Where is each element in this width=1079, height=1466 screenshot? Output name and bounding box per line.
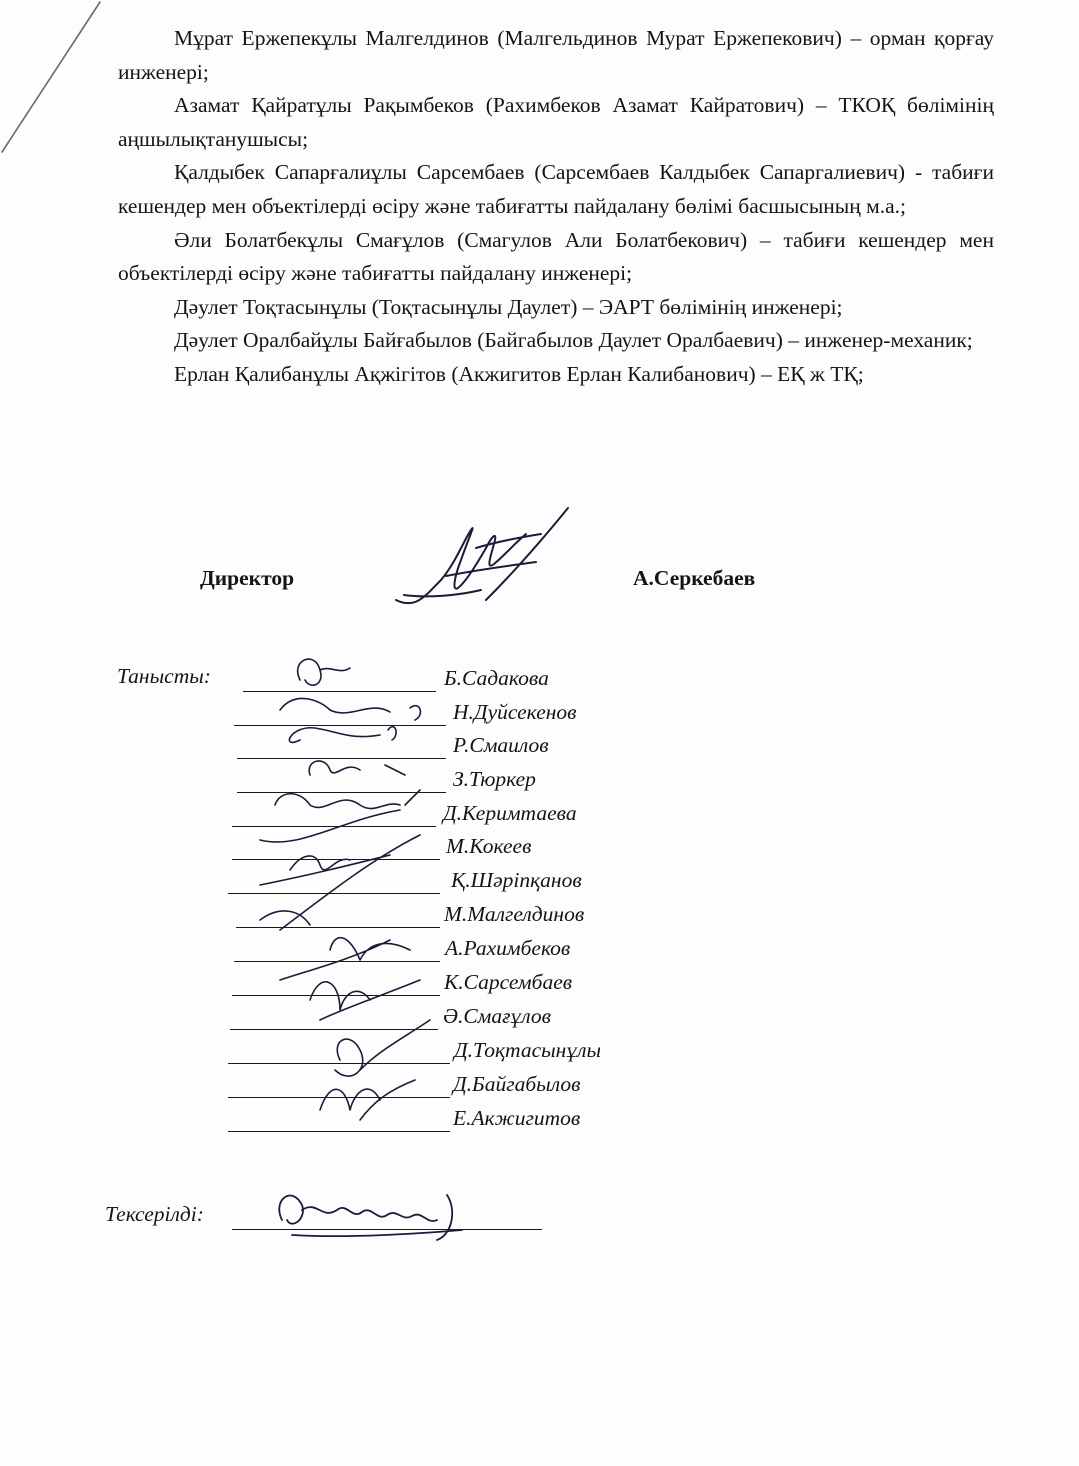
acknowledged-name: Ә.Смағұлов xyxy=(443,1004,551,1028)
acknowledged-row xyxy=(0,700,1079,730)
acknowledged-name: М.Кокеев xyxy=(446,834,532,858)
acknowledged-row xyxy=(0,733,1079,763)
acknowledged-name: Д.Байгабылов xyxy=(453,1072,581,1096)
employee-list-text xyxy=(118,22,994,392)
acknowledged-name: А.Рахимбеков xyxy=(445,936,571,960)
acknowledged-row xyxy=(0,666,1079,696)
acknowledged-row xyxy=(0,1106,1079,1136)
acknowledged-name: Д.Тоқтасынұлы xyxy=(454,1038,602,1062)
director-title: Директор xyxy=(200,566,295,590)
paragraph-2: Азамат Қайратұлы Рақымбеков (Рахимбеков Азамат Кайратович) – ТКОҚ бөлімінің аңшылықтанушысы; xyxy=(118,93,994,151)
scan-edge-mark xyxy=(0,0,110,170)
acknowledged-name: Б.Садакова xyxy=(444,666,549,690)
acknowledged-row xyxy=(0,970,1079,1000)
acknowledged-name: Д.Керимтаева xyxy=(443,801,577,825)
director-name: А.Серкебаев xyxy=(633,566,756,590)
paragraph-5: Дәулет Тоқтасынұлы (Тоқтасынұлы Даулет) – ЭАРТ бөлімінің инженері; xyxy=(174,294,843,319)
paragraph-6: Дәулет Оралбайұлы Байғабылов (Байгабылов Даулет Оралбаевич) – инженер-механик; xyxy=(174,328,973,353)
acknowledged-name: З.Тюркер xyxy=(453,767,536,791)
acknowledged-row xyxy=(0,868,1079,898)
checked-label: Тексерілді: xyxy=(105,1202,204,1226)
paragraph-4: Әли Болатбекұлы Смағұлов (Смагулов Али Болатбекович) – табиғи кешендер мен объектілерді өсіру және табиғатты пайдалану инженері; xyxy=(118,227,994,286)
acknowledged-name: Қ.Шәріпқанов xyxy=(451,868,582,892)
director-handwritten-signature xyxy=(386,500,586,615)
paragraph-3: Қалдыбек Сапарғалиұлы Сарсембаев (Сарсембаев Калдыбек Сапаргалиевич) - табиғи кешендер мен объектілерді өсіру және табиғатты пайдалану бөлімі басшысының м.а.; xyxy=(118,160,994,218)
acknowledged-name: Н.Дуйсекенов xyxy=(453,700,577,724)
acknowledged-row xyxy=(0,1038,1079,1068)
checked-handwritten-signature xyxy=(262,1180,472,1250)
acknowledged-row xyxy=(0,902,1079,932)
paragraph-1: Мұрат Ержепекұлы Малгелдинов (Малгельдинов Мурат Ержепекович) – орман қорғау инженері; xyxy=(118,26,994,84)
acknowledged-name: М.Малгелдинов xyxy=(444,902,585,926)
acknowledged-row xyxy=(0,801,1079,831)
acknowledged-name: Е.Акжигитов xyxy=(453,1106,581,1130)
acknowledged-label: Танысты: xyxy=(117,664,211,688)
acknowledged-signatures xyxy=(220,640,460,1140)
acknowledged-row xyxy=(0,767,1079,797)
acknowledged-name: К.Сарсембаев xyxy=(444,970,573,994)
paragraph-7: Ерлан Қалибанұлы Ақжігітов (Акжигитов Ерлан Калибанович) – ЕҚ ж ТҚ; xyxy=(174,361,864,386)
acknowledged-row xyxy=(0,1072,1079,1102)
acknowledged-row xyxy=(0,834,1079,864)
acknowledged-name: Р.Смаилов xyxy=(453,733,549,757)
acknowledged-row xyxy=(0,936,1079,966)
acknowledged-row xyxy=(0,1004,1079,1034)
